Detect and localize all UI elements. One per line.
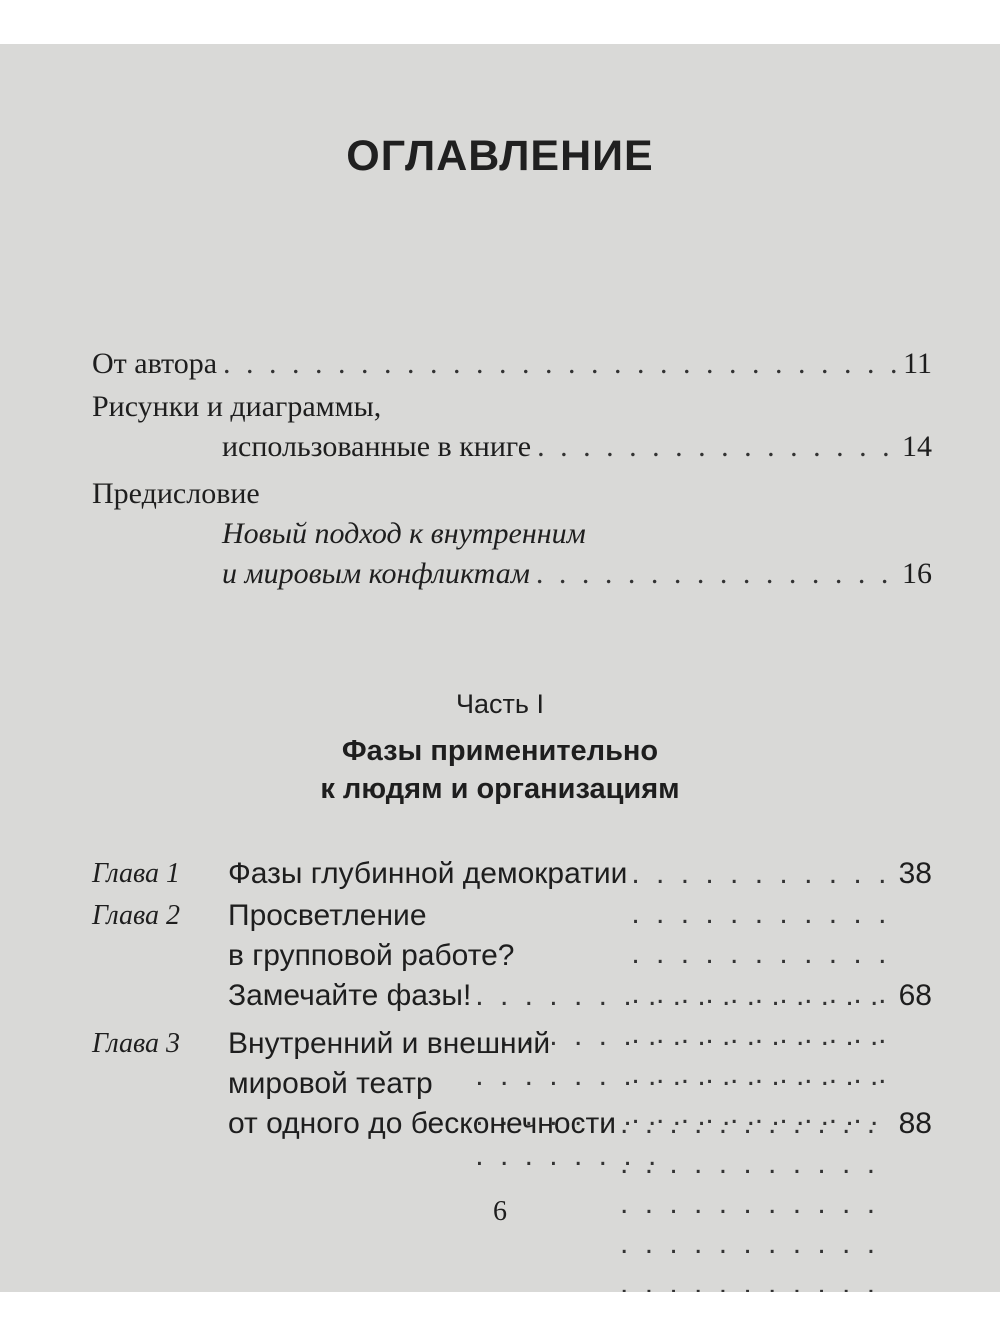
entry-label: Предисловие [92,477,260,510]
chapter-title-line1: Просветление [228,899,427,932]
chapter-page: 68 [898,979,932,1012]
part-title-line2: к людям и организациям [320,773,680,805]
chapter-title-line1: Фазы глубинной демократии [228,857,628,890]
entry-label-line2: использованные в книге [222,430,532,463]
entry-subtitle-line1: Новый подход к внутренним [222,517,586,550]
chapter-label: Глава 2 [92,900,180,931]
entry-label: От автора [92,347,218,380]
toc-entry-chapter-3[interactable] [92,1024,932,1144]
chapter-title-line3: от одного до бесконечности [228,1107,617,1140]
toc-entry-chapter-1[interactable] [92,854,932,894]
book-page [0,44,1000,1292]
toc-entry-figures[interactable] [92,387,932,467]
chapter-label: Глава 3 [92,1028,180,1059]
chapter-page: 38 [898,857,932,890]
chapter-page: 88 [898,1107,932,1140]
entry-subtitle-line2: и мировым конфликтам [222,557,530,590]
entry-page: 16 [902,557,932,590]
toc-entry-chapter-2[interactable] [92,896,932,1016]
entry-page: 11 [903,347,932,380]
chapter-title-line1: Внутренний и внешний [228,1027,551,1060]
chapter-title-line2: мировой театр [228,1067,433,1100]
toc-entry-author-note[interactable] [92,344,932,384]
leader-dots [536,554,896,594]
leader-dots [223,344,896,384]
leader-dots [537,427,896,467]
part-title-line1: Фазы применительно [341,735,659,767]
part-title [0,732,1000,808]
part-label: Часть I [456,689,544,719]
chapter-title-line3: Замечайте фазы! [228,979,472,1012]
chapter-label: Глава 1 [92,858,180,889]
entry-page: 14 [902,430,932,463]
page-number: 6 [493,1196,507,1227]
toc-entry-preface[interactable] [92,474,932,594]
chapter-title-line2: в групповой работе? [228,939,515,972]
entry-label-line1: Рисунки и диаграммы, [92,390,382,423]
toc-title: ОГЛАВЛЕНИЕ [346,132,654,180]
